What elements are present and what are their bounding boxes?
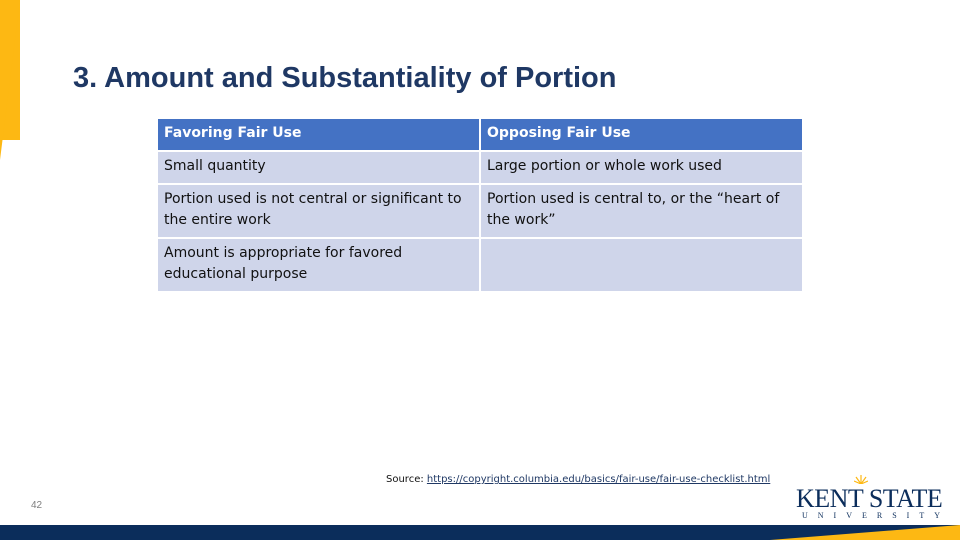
table-cell: Amount is appropriate for favored educational purpose — [157, 238, 480, 292]
table-cell: Small quantity — [157, 151, 480, 184]
fair-use-table — [156, 117, 804, 293]
kent-state-logo — [792, 474, 950, 520]
left-accent-triangle — [0, 0, 20, 160]
table-row — [157, 238, 803, 292]
table-cell: Portion used is not central or significant to the entire work — [157, 184, 480, 238]
source-citation — [386, 474, 770, 485]
slide-title: 3. Amount and Substantiality of Portion — [73, 62, 617, 94]
table-row — [157, 151, 803, 184]
sun-icon — [854, 474, 868, 484]
header-opposing: Opposing Fair Use — [480, 118, 803, 151]
header-favoring: Favoring Fair Use — [157, 118, 480, 151]
logo-wordmark: KENT STATE — [796, 484, 943, 513]
page-number: 42 — [31, 500, 43, 511]
table-header-row — [157, 118, 803, 151]
table-cell-empty — [480, 238, 803, 292]
table-cell: Large portion or whole work used — [480, 151, 803, 184]
source-link[interactable]: https://copyright.columbia.edu/basics/fair-use/fair-use-checklist.html — [426, 474, 771, 485]
table-row — [157, 184, 803, 238]
table-cell: Portion used is central to, or the “heart of the work” — [480, 184, 803, 238]
source-label: Source: — [386, 474, 424, 485]
bottom-yellow-accent — [770, 525, 960, 540]
logo-subtitle: UNIVERSITY — [802, 511, 950, 520]
